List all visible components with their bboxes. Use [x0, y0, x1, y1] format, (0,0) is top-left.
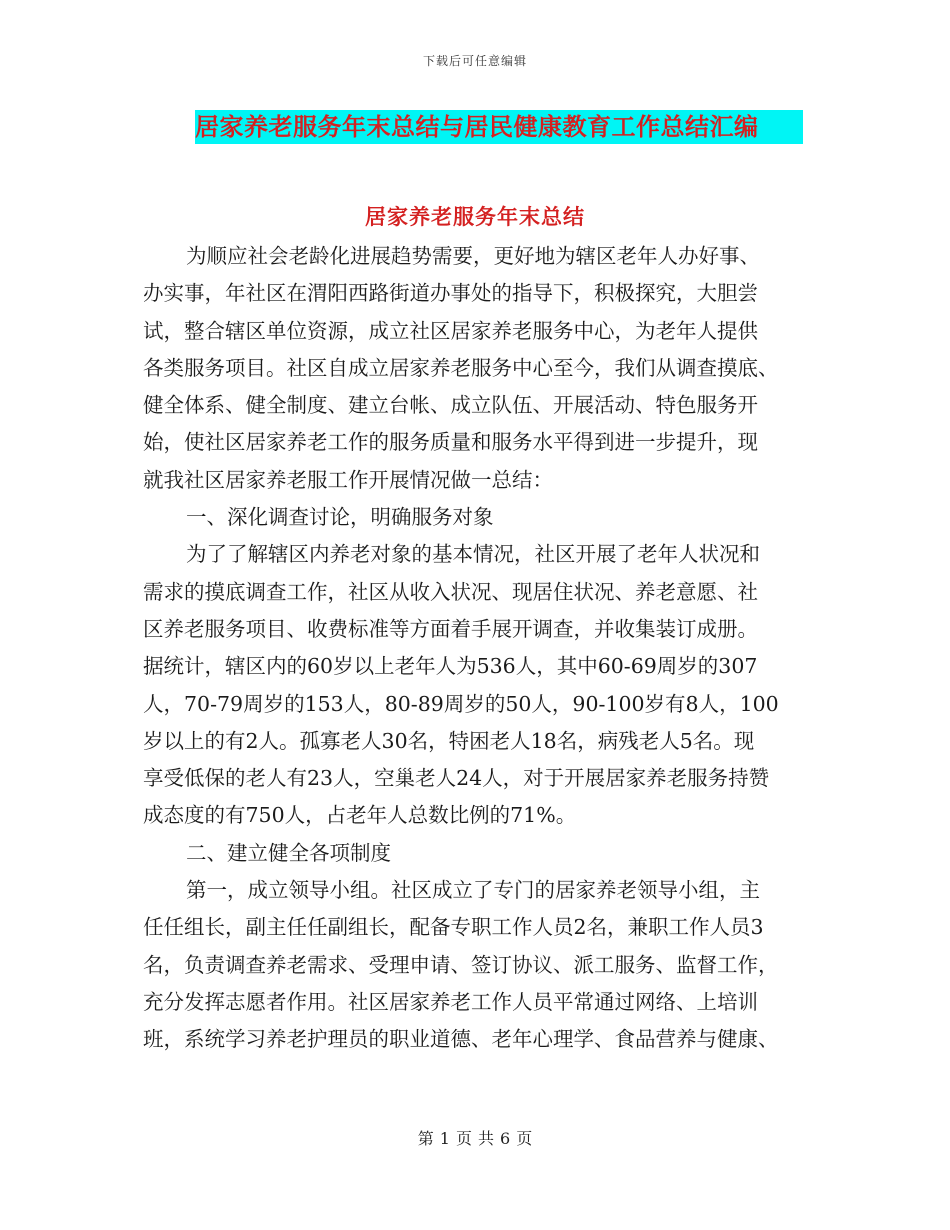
text-line: 名，负责调查养老需求、受理申请、签订协议、派工服务、监督工作，	[143, 952, 779, 977]
text-line: 各类服务项目。社区自成立居家养老服务中心至今，我们从调查摸底、	[143, 355, 779, 380]
text-line: 成态度的有750人，占老年人总数比例的71%。	[143, 803, 577, 828]
text-line: 班，系统学习养老护理员的职业道德、老年心理学、食品营养与健康、	[143, 1027, 779, 1052]
page-number: 1	[439, 1129, 450, 1148]
text-line: 为顺应社会老龄化进展趋势需要，更好地为辖区老年人办好事、	[186, 244, 760, 268]
text-line: 据统计，辖区内的60岁以上老年人为536人，其中60-69周岁的307	[143, 654, 758, 679]
body-text	[143, 238, 813, 1059]
text-line: 第一，成立领导小组。社区成立了专门的居家养老领导小组，主	[186, 878, 760, 903]
text-line: 健全体系、健全制度、建立台帐、成立队伍、开展活动、特色服务开	[143, 393, 758, 418]
text-line: 区养老服务项目、收费标准等方面着手展开调查，并收集装订成册。	[143, 616, 758, 641]
footer-prefix: 第	[417, 1129, 434, 1148]
text-line: 享受低保的老人有23人，空巢老人24人，对于开展居家养老服务持赞	[143, 766, 770, 791]
page-total: 6	[500, 1129, 511, 1148]
main-title: 居家养老服务年末总结与居民健康教育工作总结汇编	[195, 113, 759, 141]
text-line: 岁以上的有2人。孤寡老人30名，特困老人18名，病残老人5名。现	[143, 728, 755, 753]
text-line: 办实事，年社区在渭阳西路街道办事处的指导下，积极探究，大胆尝	[143, 281, 758, 306]
text-line: 为了了解辖区内养老对象的基本情况，社区开展了老年人状况和	[186, 542, 760, 567]
text-line: 人，70-79周岁的153人，80-89周岁的50人，90-100岁有8人，100	[143, 691, 779, 716]
page-footer	[0, 1126, 950, 1149]
text-line: 充分发挥志愿者作用。社区居家养老工作人员平常通过网络、上培训	[143, 989, 758, 1014]
text-line: 任任组长，副主任任副组长，配备专职工作人员2名，兼职工作人员3	[143, 915, 764, 940]
section-title: 居家养老服务年末总结	[365, 205, 585, 229]
footer-mid2: 共	[478, 1129, 495, 1148]
text-line: 始，使社区居家养老工作的服务质量和服务水平得到进一步提升，现	[143, 430, 758, 455]
text-line: 需求的摸底调查工作，社区从收入状况、现居住状况、养老意愿、社	[143, 579, 758, 604]
main-title-highlight	[195, 110, 803, 144]
footer-suffix: 页	[516, 1129, 533, 1148]
text-line: 一、深化调查讨论，明确服务对象	[186, 505, 494, 530]
text-line: 二、建立健全各项制度	[186, 840, 391, 865]
text-line: 就我社区居家养老服工作开展情况做一总结：	[143, 467, 553, 492]
footer-mid1: 页	[455, 1129, 472, 1148]
text-line: 试，整合辖区单位资源，成立社区居家养老服务中心，为老年人提供	[143, 318, 758, 343]
header-note: 下载后可任意编辑	[422, 54, 527, 68]
